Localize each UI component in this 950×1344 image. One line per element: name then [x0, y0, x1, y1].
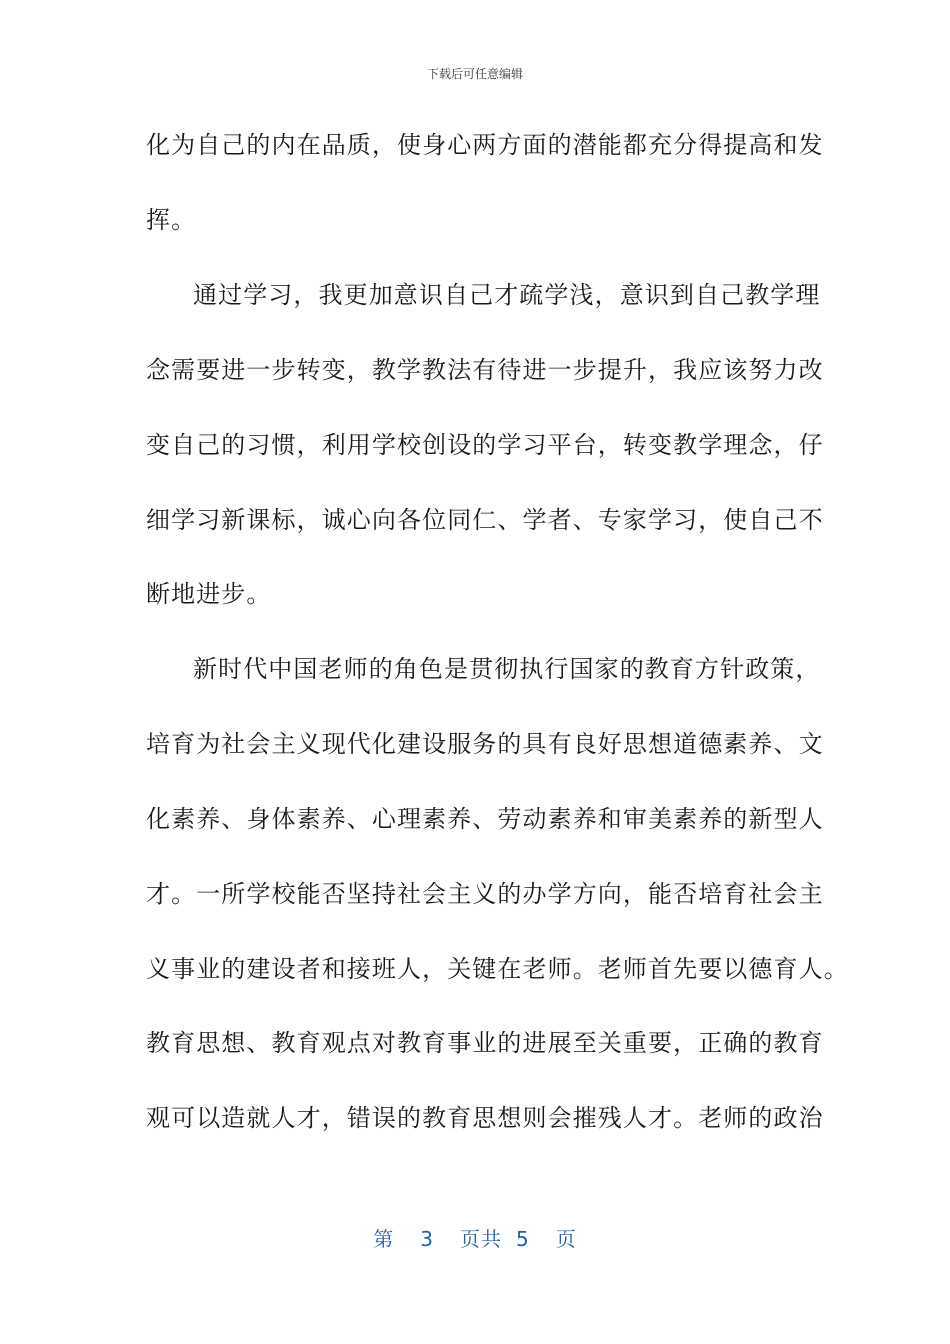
- paragraph-3-line-4: 才。一所学校能否坚持社会主义的办学方向，能否培育社会主: [146, 880, 824, 908]
- paragraph-3-line-5: 义事业的建设者和接班人，关键在老师。老师首先要以德育人。: [146, 955, 849, 983]
- paragraph-1-line-2: 挥。: [146, 206, 197, 234]
- paragraph-3-line-6: 教育思想、教育观点对教育事业的进展至关重要，正确的教育: [146, 1029, 824, 1057]
- footer-total-pages: 5: [516, 1227, 530, 1251]
- footer-prefix: 第: [373, 1227, 395, 1251]
- paragraph-3-line-3: 化素养、身体素养、心理素养、劳动素养和审美素养的新型人: [146, 805, 824, 833]
- paragraph-3-line-1: 新时代中国老师的角色是贯彻执行国家的教育方针政策，: [193, 655, 821, 683]
- paragraph-2-line-2: 念需要进一步转变，教学教法有待进一步提升，我应该努力改: [146, 356, 824, 384]
- page-footer: [0, 1226, 950, 1252]
- footer-suffix: 页: [555, 1227, 577, 1251]
- paragraph-2-line-4: 细学习新课标，诚心向各位同仁、学者、专家学习，使自己不: [146, 506, 824, 534]
- footer-current-page: 3: [420, 1227, 434, 1251]
- paragraph-2-line-5: 断地进步。: [146, 580, 272, 608]
- paragraph-2-line-1: 通过学习，我更加意识自己才疏学浅，意识到自己教学理: [193, 281, 821, 309]
- paragraph-1-line-1: 化为自己的内在品质，使身心两方面的潜能都充分得提高和发: [146, 131, 824, 159]
- footer-middle: 页共: [460, 1227, 502, 1251]
- paragraph-2-line-3: 变自己的习惯，利用学校创设的学习平台，转变教学理念，仔: [146, 431, 824, 459]
- paragraph-3-line-7: 观可以造就人才，错误的教育思想则会摧残人才。老师的政治: [146, 1104, 824, 1132]
- page-header-note: 下载后可任意编辑: [426, 67, 523, 81]
- paragraph-3-line-2: 培育为社会主义现代化建设服务的具有良好思想道德素养、文: [146, 730, 824, 758]
